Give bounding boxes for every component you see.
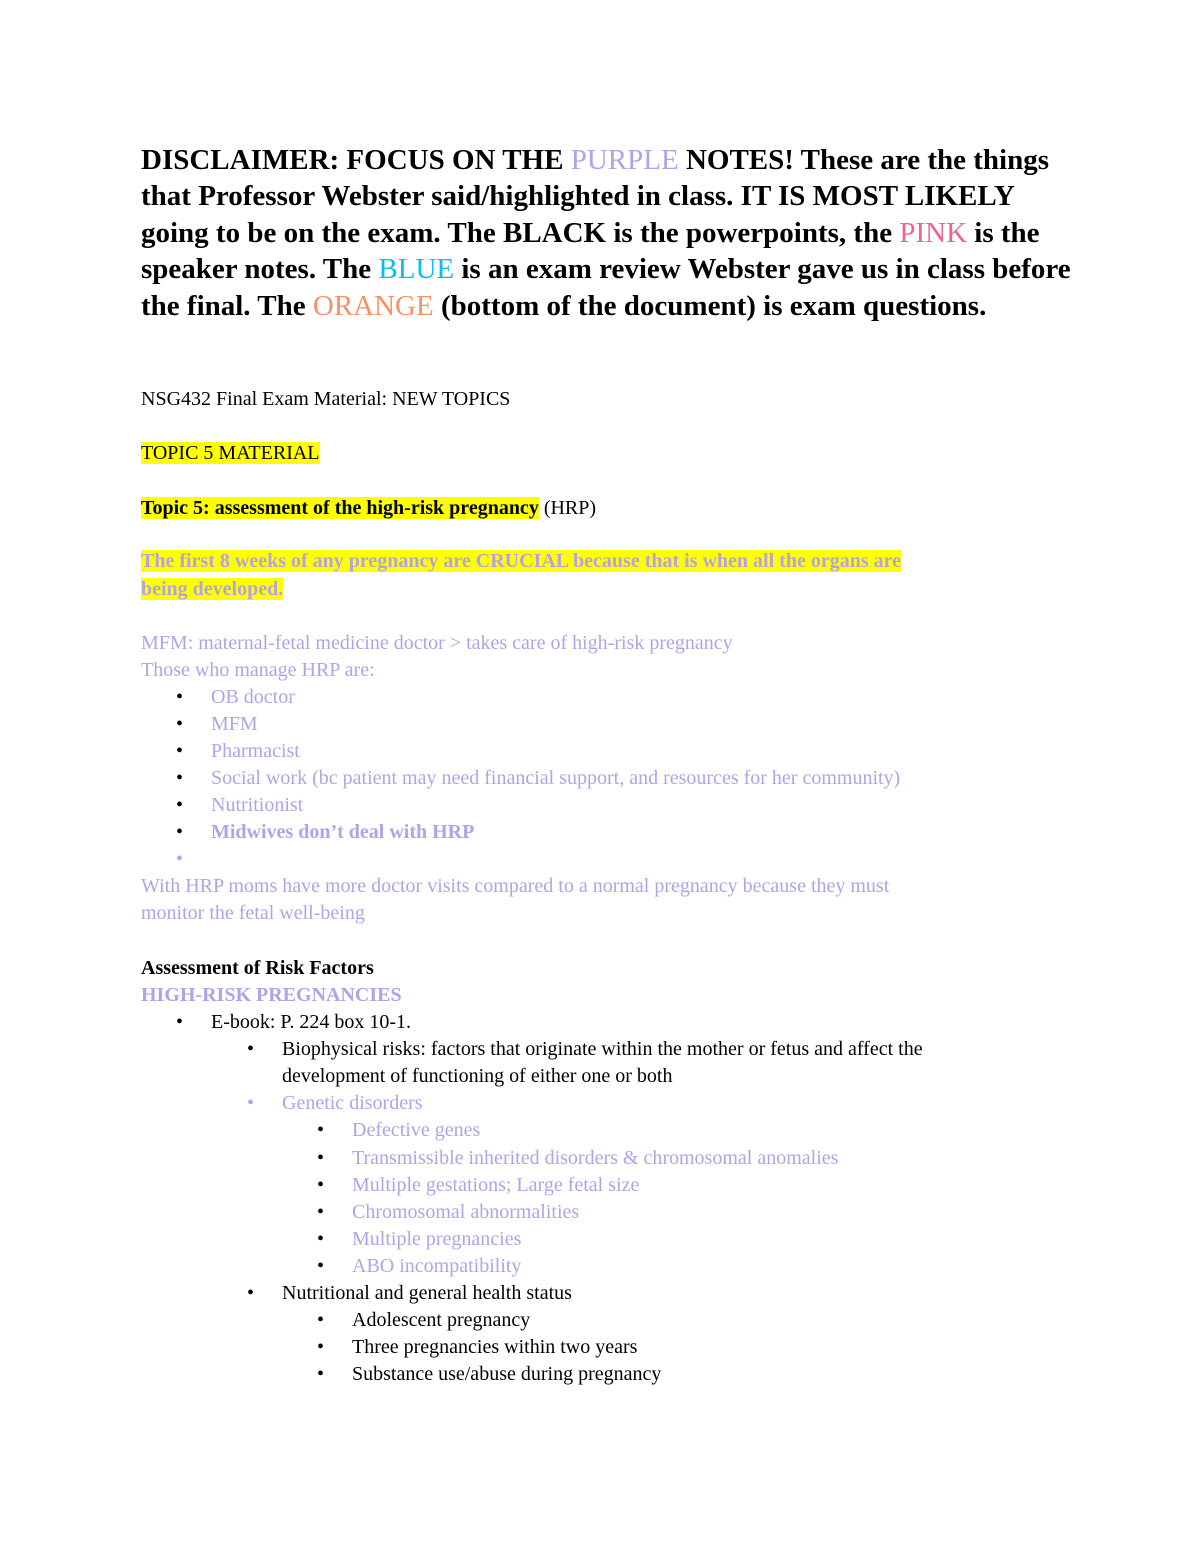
high-risk-pregnancies-heading: HIGH-RISK PREGNANCIES — [141, 984, 402, 1006]
list-item: Transmissible inherited disorders & chromosomal anomalies — [352, 1147, 839, 1169]
crucial-note-text-2: being developed. — [141, 578, 284, 600]
disclaimer-purple-word: PURPLE — [570, 144, 679, 176]
bullet-icon: • — [176, 767, 184, 789]
list-item: Midwives don’t deal with HRP — [211, 821, 475, 843]
bullet-icon: • — [176, 794, 184, 816]
ebook-reference: E-book: P. 224 box 10-1. — [211, 1011, 411, 1033]
disclaimer-paragraph — [141, 142, 1081, 324]
list-item: Social work (bc patient may need financial support, and resources for her community) — [211, 767, 901, 789]
bullet-icon: • — [176, 821, 184, 843]
list-item: Chromosomal abnormalities — [352, 1201, 580, 1223]
crucial-note-line-1 — [141, 548, 901, 575]
list-item: Adolescent pregnancy — [352, 1309, 531, 1331]
list-item: ABO incompatibility — [352, 1255, 522, 1277]
disclaimer-text-3: is the speaker notes. The — [141, 216, 1040, 286]
bullet-icon: • — [247, 1038, 255, 1060]
topic-heading-highlighted: Topic 5: assessment of the high-risk pregnancy — [141, 497, 539, 519]
disclaimer-orange-word: ORANGE — [312, 289, 434, 322]
bullet-icon: • — [317, 1309, 325, 1331]
nutritional-label: Nutritional and general health status — [282, 1282, 572, 1304]
list-item: Three pregnancies within two years — [352, 1336, 638, 1358]
list-item: Pharmacist — [211, 740, 300, 762]
mfm-definition: MFM: maternal-fetal medicine doctor > takes care of high-risk pregnancy — [141, 632, 733, 654]
list-item: Multiple pregnancies — [352, 1228, 522, 1250]
bullet-icon: • — [317, 1363, 325, 1385]
topic-heading-rest: (HRP) — [538, 497, 597, 519]
disclaimer-blue-word: BLUE — [378, 253, 455, 286]
bullet-icon: • — [317, 1147, 325, 1169]
bullet-icon: • — [317, 1119, 325, 1141]
disclaimer-text-1: DISCLAIMER: FOCUS ON THE — [141, 144, 571, 176]
genetic-disorders-label: Genetic disorders — [282, 1092, 423, 1114]
biophysical-line-2: development of functioning of either one or both — [282, 1065, 673, 1087]
bullet-icon: • — [247, 1282, 255, 1304]
visits-note-line-1: With HRP moms have more doctor visits compared to a normal pregnancy because they must — [141, 875, 890, 897]
biophysical-line-1: Biophysical risks: factors that originate within the mother or fetus and affect the — [282, 1038, 923, 1060]
list-item: Nutritionist — [211, 794, 304, 816]
disclaimer-text-5: (bottom of the document) is exam questions. — [433, 289, 987, 322]
list-item: MFM — [211, 713, 258, 735]
bullet-icon: • — [317, 1228, 325, 1250]
list-item: OB doctor — [211, 686, 295, 708]
bullet-icon: • — [176, 686, 184, 708]
topic-material-label — [141, 440, 320, 467]
topic-heading — [141, 495, 596, 522]
bullet-icon: • — [176, 740, 184, 762]
list-item: Multiple gestations; Large fetal size — [352, 1174, 640, 1196]
visits-note-line-2: monitor the fetal well-being — [141, 902, 365, 924]
disclaimer-pink-word: PINK — [899, 216, 968, 249]
exam-title: NSG432 Final Exam Material: NEW TOPICS — [141, 388, 511, 410]
bullet-icon: • — [176, 1011, 184, 1033]
list-item: Defective genes — [352, 1119, 481, 1141]
disclaimer-text-2: NOTES! These are the things that Professor Webster said/highlighted in class. IT IS MOST LIKELY going to be on the exam. The BLACK is the powerpoints, the — [141, 144, 1050, 249]
bullet-icon: • — [176, 848, 184, 870]
bullet-icon: • — [317, 1336, 325, 1358]
list-item: Substance use/abuse during pregnancy — [352, 1363, 662, 1385]
crucial-note-text-1: The first 8 weeks of any pregnancy are CRUCIAL because that is when all the organs are — [141, 550, 901, 572]
topic-material-highlight: TOPIC 5 MATERIAL — [141, 442, 320, 464]
bullet-icon: • — [176, 713, 184, 735]
managers-intro: Those who manage HRP are: — [141, 659, 375, 681]
risk-factors-heading: Assessment of Risk Factors — [141, 957, 374, 979]
bullet-icon: • — [317, 1255, 325, 1277]
crucial-note-line-2 — [141, 576, 283, 603]
bullet-icon: • — [317, 1201, 325, 1223]
bullet-icon: • — [247, 1092, 255, 1114]
bullet-icon: • — [317, 1174, 325, 1196]
disclaimer-text-4: is an exam review Webster gave us in class before the final. The — [141, 253, 1071, 322]
